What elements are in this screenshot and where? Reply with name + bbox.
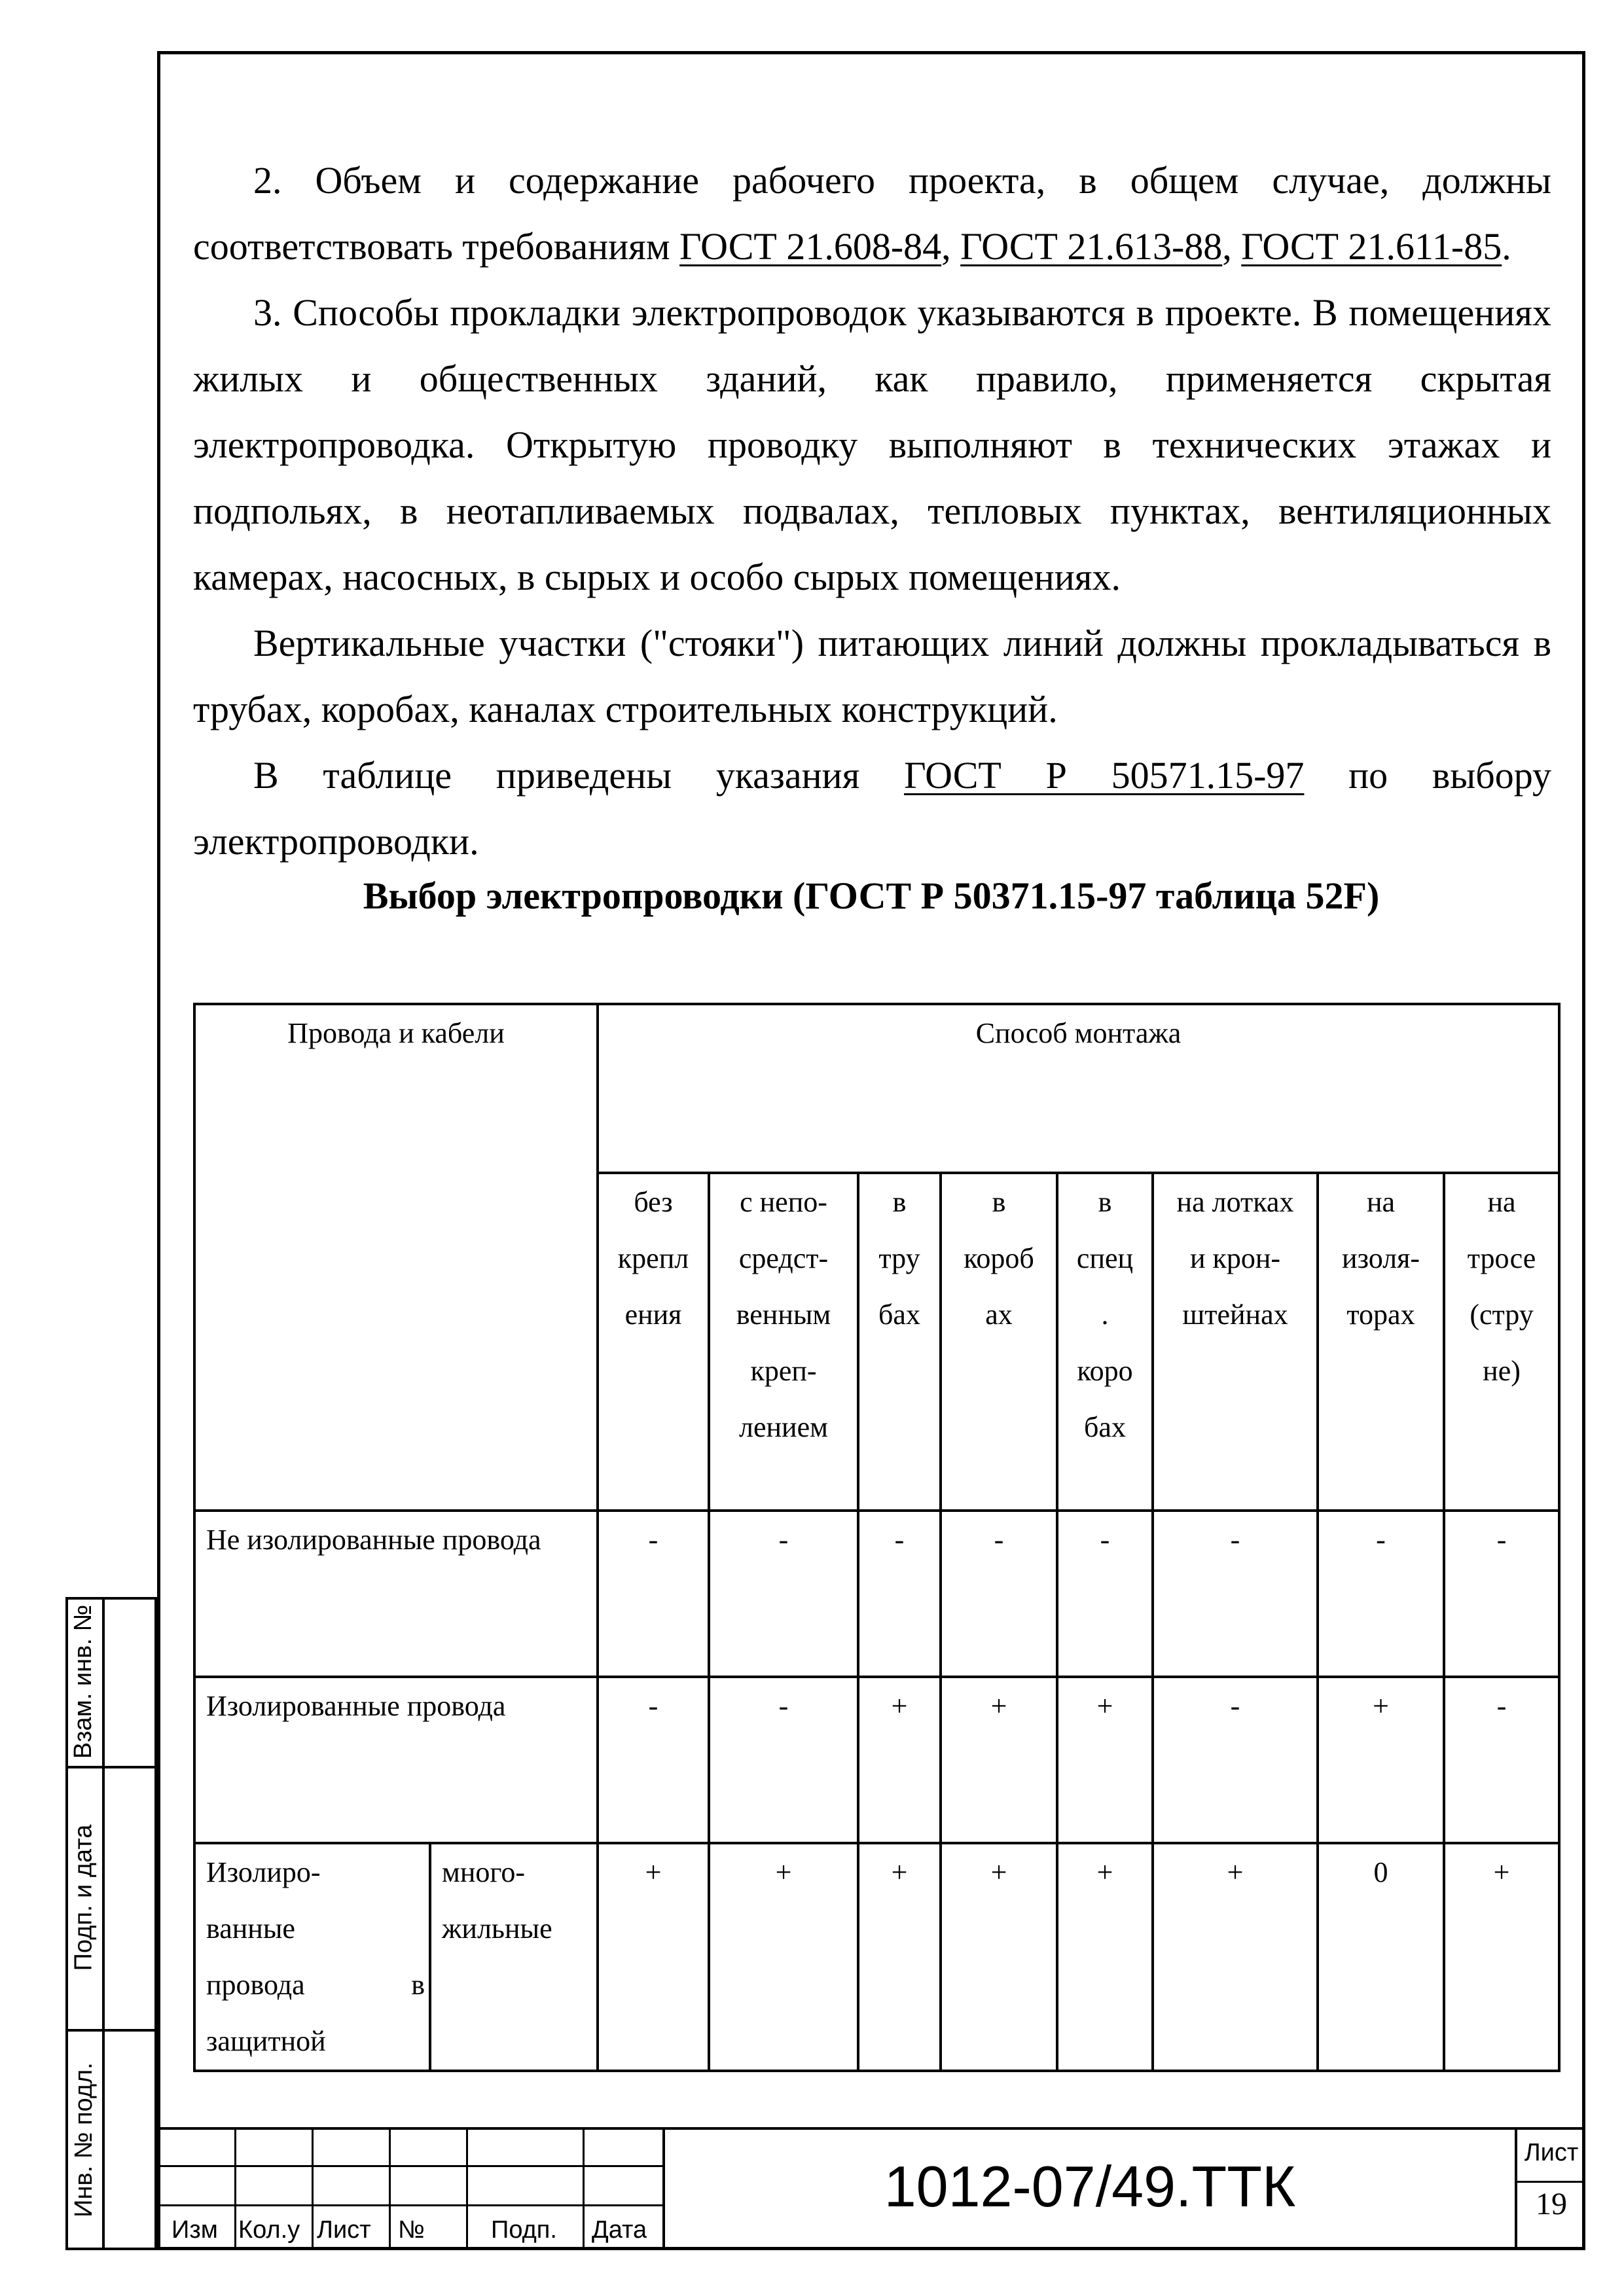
table-cell: 0 <box>1318 1843 1444 2071</box>
title-block-line <box>583 2127 585 2250</box>
separator: , <box>1222 225 1242 268</box>
table-cell: + <box>1318 1677 1444 1843</box>
paragraph-4: Вертикальные участки ("стояки") питающих линий должны прокладываться в трубах, коробах, каналах строительных конструкций. <box>193 622 1551 730</box>
p5-text-end: по выбору электропроводки. <box>193 754 1551 863</box>
side-stamp-vzam: Взам. инв. № <box>69 1604 98 1759</box>
paragraph-5 <box>193 742 1551 874</box>
table-cell: + <box>1057 1843 1153 2071</box>
row-sublabel: много- жильные <box>430 1843 598 2071</box>
table-cell: + <box>941 1677 1057 1843</box>
title-block-line <box>1515 2181 1585 2183</box>
table-cell: + <box>941 1843 1057 2071</box>
title-block-label-kolu: Кол.у <box>238 2216 300 2244</box>
p5-text: В таблице приведены указания <box>253 754 905 797</box>
table-cell: + <box>1444 1843 1559 2071</box>
table-cell: + <box>598 1843 709 2071</box>
title-block-line <box>157 2165 664 2167</box>
table-cell: - <box>1444 1511 1559 1677</box>
method-header: на изоля- торах <box>1318 1173 1444 1511</box>
document-code: 1012-07/49.ТТК <box>884 2154 1296 2219</box>
side-stamp-divider <box>102 1597 105 2250</box>
table-cell: + <box>709 1843 858 2071</box>
row-label: Изолиро- ванные провода в защитной <box>194 1843 430 2071</box>
table-cell: + <box>858 1843 941 2071</box>
table-cell: - <box>1444 1677 1559 1843</box>
title-block-line <box>312 2127 314 2250</box>
row-label: Изолированные провода <box>194 1677 598 1843</box>
table-row <box>194 1843 1559 2071</box>
title-block-label-podp: Подп. <box>491 2216 557 2244</box>
method-header: с непо- средст- венным креп- лением <box>709 1173 858 1511</box>
table-cell: - <box>1153 1511 1318 1677</box>
title-block-line <box>157 2204 664 2206</box>
table-cell: - <box>1318 1511 1444 1677</box>
table-row <box>194 1677 1559 1843</box>
table-caption: Выбор электропроводки (ГОСТ Р 50371.15-97 таблица 52F) <box>363 874 1380 917</box>
title-block-line <box>234 2127 236 2250</box>
method-header: в короб ах <box>941 1173 1057 1511</box>
table-cell: - <box>709 1511 858 1677</box>
side-stamp-inv: Инв. № подл. <box>69 2062 98 2217</box>
table-row <box>194 1511 1559 1677</box>
table-cell: - <box>1057 1511 1153 1677</box>
table-cell: - <box>1153 1677 1318 1843</box>
method-header: на тросе (стру не) <box>1444 1173 1559 1511</box>
table-cell: - <box>858 1511 941 1677</box>
table-cell: - <box>709 1677 858 1843</box>
method-header: на лотках и крон- штейнах <box>1153 1173 1318 1511</box>
title-block-label-izm: Изм <box>171 2216 218 2244</box>
col-header-wires: Провода и кабели <box>194 1004 598 1511</box>
title-block-line <box>389 2127 391 2250</box>
paragraph-3: 3. Способы прокладки электропроводок указываются в проекте. В помещениях жилых и общественных зданий, как правило, применяется скрытая электропроводка. Открытую проводку выполняют в технических этажах и подпольях, в неотапливаемых подвалах, тепловых пунктах, вентиляционных камерах, насосных, в сырых и особо сырых помещениях. <box>193 291 1551 598</box>
col-header-method: Способ монтажа <box>598 1004 1559 1173</box>
paragraph-2 <box>193 147 1551 279</box>
row-label: Не изолированные провода <box>194 1511 598 1677</box>
header-row-1 <box>194 1004 1559 1173</box>
table-cell: - <box>598 1511 709 1677</box>
sheet-number: 19 <box>1536 2187 1567 2221</box>
side-stamp-podp: Подп. и дата <box>69 1824 98 1971</box>
sheet-label: Лист <box>1524 2139 1579 2166</box>
method-header: в тру бах <box>858 1173 941 1511</box>
table-cell: - <box>941 1511 1057 1677</box>
gost-link-50571[interactable]: ГОСТ Р 50571.15-97 <box>904 754 1305 797</box>
method-header: в спец . коро бах <box>1057 1173 1153 1511</box>
title-block-label-data: Дата <box>592 2216 647 2244</box>
body-text <box>193 147 1551 874</box>
table-cell: + <box>1057 1677 1153 1843</box>
separator: , <box>941 225 961 268</box>
title-block-line <box>157 2127 1585 2130</box>
title-block-label-list: Лист <box>317 2216 371 2244</box>
gost-link-21-608[interactable]: ГОСТ 21.608-84 <box>679 225 942 268</box>
table-cell: + <box>1153 1843 1318 2071</box>
gost-link-21-613[interactable]: ГОСТ 21.613-88 <box>960 225 1223 268</box>
p2-text: 2. Объем и содержание рабочего проекта, в общем случае, должны соответствовать требованиям <box>193 159 1551 268</box>
title-block-line <box>466 2127 468 2250</box>
period: . <box>1502 225 1511 268</box>
wiring-selection-table <box>193 1003 1561 2072</box>
table-cell: - <box>598 1677 709 1843</box>
table-cell: + <box>858 1677 941 1843</box>
gost-link-21-611[interactable]: ГОСТ 21.611-85 <box>1241 225 1502 268</box>
method-header: без крепл ения <box>598 1173 709 1511</box>
title-block-label-num: № <box>398 2216 425 2244</box>
side-stamp <box>65 1597 157 2250</box>
